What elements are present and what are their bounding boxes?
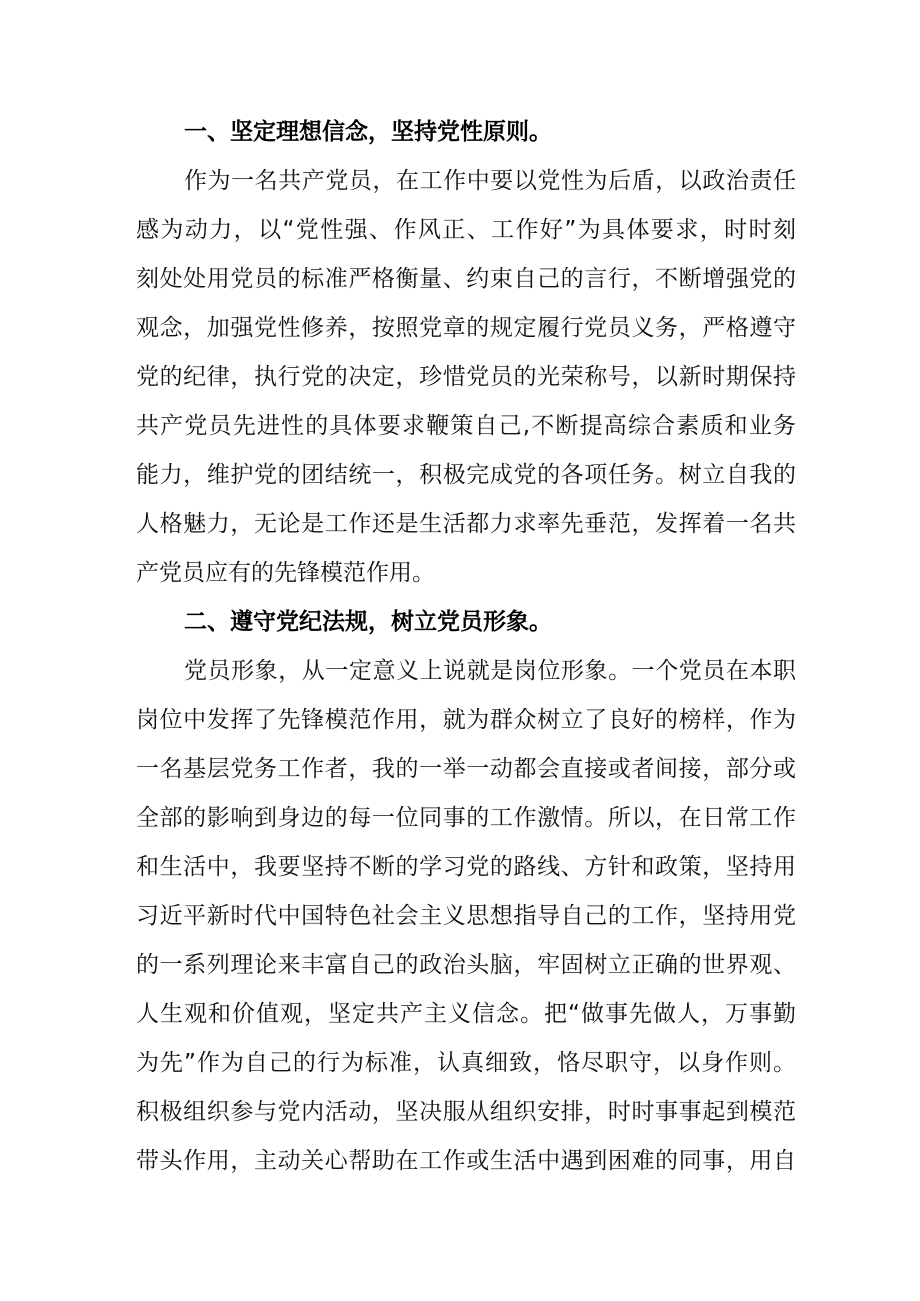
paragraph-line: 和生活中，我要坚持不断的学习党的路线、方针和政策，坚持用 (136, 854, 796, 880)
paragraph-line: 岗位中发挥了先锋模范作用，就为群众树立了良好的榜样，作为 (136, 707, 796, 733)
paragraph-line: 积极组织参与党内活动，坚决服从组织安排，时时事事起到模范 (136, 1099, 796, 1125)
paragraph-line: 能力，维护党的团结统一，积极完成党的各项任务。树立自我的 (136, 462, 796, 488)
paragraph-line: 人生观和价值观，坚定共产主义信念。把“做事先做人，万事勤 (136, 1001, 796, 1027)
paragraph-line: 观念，加强党性修养，按照党章的规定履行党员义务，严格遵守 (136, 315, 796, 341)
section-heading-1: 一、坚定理想信念，坚持党性原则。 (184, 119, 552, 145)
section-heading-2: 二、遵守党纪法规，树立党员形象。 (184, 609, 552, 635)
paragraph-line: 产党员应有的先锋模范作用。 (136, 560, 435, 586)
paragraph-line: 一名基层党务工作者，我的一举一动都会直接或者间接，部分或 (136, 756, 796, 782)
paragraph-line: 全部的影响到身边的每一位同事的工作激情。所以，在日常工作 (136, 805, 796, 831)
paragraph-line: 带头作用，主动关心帮助在工作或生活中遇到困难的同事，用自 (136, 1148, 796, 1174)
paragraph-line: 作为一名共产党员，在工作中要以党性为后盾，以政治责任 (184, 168, 796, 194)
paragraph-line: 人格魅力，无论是工作还是生活都力求率先垂范，发挥着一名共 (136, 511, 796, 537)
paragraph-line: 共产党员先进性的具体要求鞭策自己,不断提高综合素质和业务 (136, 413, 796, 439)
paragraph-line: 刻处处用党员的标准严格衡量、约束自己的言行，不断增强党的 (136, 266, 796, 292)
paragraph-line: 习近平新时代中国特色社会主义思想指导自己的工作，坚持用党 (136, 903, 796, 929)
paragraph-line: 党的纪律，执行党的决定，珍惜党员的光荣称号，以新时期保持 (136, 364, 796, 390)
paragraph-line: 感为动力，以“党性强、作风正、工作好”为具体要求，时时刻 (136, 217, 796, 243)
paragraph-line: 为先”作为自己的行为标准，认真细致，恪尽职守，以身作则。 (136, 1050, 796, 1076)
paragraph-line: 党员形象，从一定意义上说就是岗位形象。一个党员在本职 (184, 658, 796, 684)
paragraph-line: 的一系列理论来丰富自己的政治头脑，牢固树立正确的世界观、 (136, 952, 796, 978)
